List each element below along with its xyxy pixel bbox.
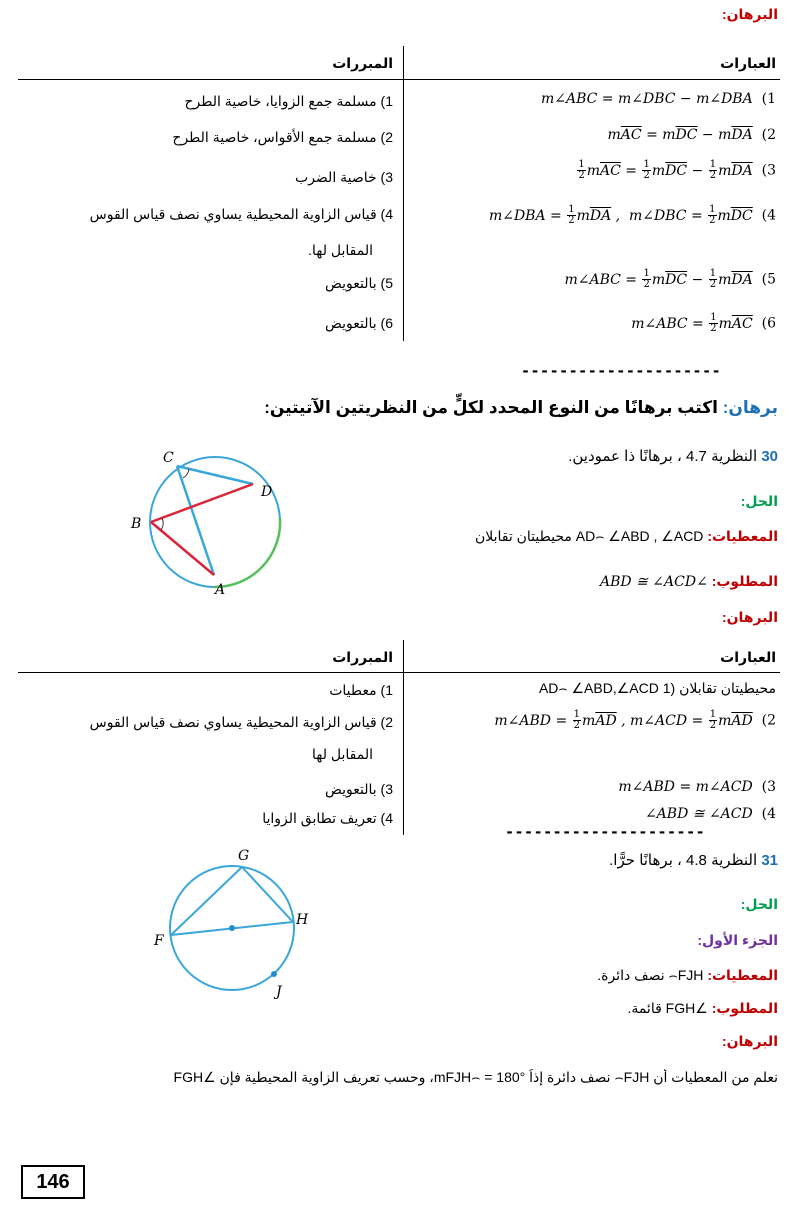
table-column-divider (403, 46, 404, 341)
ex30-reason-4: 4) تعريف تطابق الزوايا (262, 810, 393, 826)
ex30-proof-heading: البرهان: (721, 609, 778, 625)
ex30-given-text: AD⌢ ∠ABD , ∠ACD محيطيتان تقابلان (474, 528, 704, 544)
col-statements-header: العبارات (720, 55, 776, 71)
ex31-given-label: المعطيات: (707, 967, 778, 983)
chord-fg (171, 867, 242, 935)
chord-cd (177, 466, 253, 484)
statement-1: m∠ABC = m∠DBC − m∠DBA (1 (540, 91, 776, 107)
ex30-col-statements: العبارات (720, 649, 776, 665)
label-g: G (238, 848, 250, 864)
ex30-line (568, 447, 778, 465)
ex30-required (600, 573, 778, 590)
reason-4-cont: المقابل لها. (308, 242, 373, 258)
ex31-number: 31 (761, 852, 778, 869)
ex31-given (597, 967, 778, 984)
col-reasons-header: المبررات (332, 55, 393, 71)
reason-6: 6) بالتعويض (324, 315, 393, 331)
ex31-solution: الحل: (740, 896, 778, 912)
label-j: J (276, 984, 282, 1000)
task-text: اكتب برهانًا من النوع المحدد لكلٍّ من النظريتين الآتيتين: (264, 398, 718, 417)
ex30-number: 30 (761, 448, 778, 465)
reason-2: 2) مسلمة جمع الأقواس، خاصية الطرح (172, 129, 393, 145)
ex30-given-label: المعطيات: (707, 528, 778, 544)
arc-ad (214, 518, 280, 587)
ex31-proof-line: نعلم من المعطيات أن FJH⌢ نصف دائرة إذاً mFJH⌢ = 180°، وحسب تعريف الزاوية المحيطية فإن ∠FGH (173, 1069, 778, 1085)
label-b: B (131, 516, 142, 532)
ex31-required-label: المطلوب: (711, 1000, 778, 1016)
ex30-solution: الحل: (740, 493, 778, 509)
page-number: 146 (21, 1165, 85, 1199)
ex31-required-text: ∠FGH قائمة. (627, 1000, 708, 1016)
ex30-required-text: ∠ABD ≅ ∠ACD (600, 574, 708, 590)
label-f: F (154, 933, 164, 949)
reason-3: 3) خاصية الضرب (295, 169, 393, 185)
ex31-given-text: FJH⌢ نصف دائرة. (597, 967, 704, 983)
ex31-text: النظرية 4.8 ، برهانًا حرًّا. (609, 852, 758, 869)
statement-2: $m\overline{AC} = m\overline{DC} - m\overline{DA}$ (2 (607, 127, 776, 143)
ex31-line (609, 851, 778, 869)
divider-2: --------------------- (505, 823, 706, 841)
reason-5: 5) بالتعويض (324, 275, 393, 291)
ex30-text: النظرية 4.7 ، برهانًا ذا عمودين. (568, 448, 758, 465)
point-j (271, 971, 277, 977)
task-line (264, 398, 778, 418)
ex30-required-label: المطلوب: (711, 573, 778, 589)
ex30-statement-4: ∠ABD ≅ ∠ACD (4 (644, 806, 776, 822)
table-header-rule (18, 79, 780, 80)
ex30-table-divider (403, 640, 404, 835)
ex30-reason-1: 1) معطيات (329, 682, 393, 698)
figure-31 (150, 840, 320, 1000)
ex30-table-rule (18, 672, 780, 673)
reason-1: 1) مسلمة جمع الزوايا، خاصية الطرح (184, 93, 393, 109)
statement-3: $\frac{1}{2}$ $m\overline{AC}$ = $\frac{1}{2}$ $m\overline{DC}$ − $\frac{1}{2}$ $m\overline{DA}$ (3 (578, 159, 776, 181)
label-h: H (296, 912, 309, 928)
ex30-reason-3: 3) بالتعويض (324, 781, 393, 797)
ex30-statement-1: AD⌢ ∠ABD,∠ACD محيطيتان تقابلان (1 (538, 680, 776, 696)
center-point (229, 925, 235, 931)
divider-1: --------------------- (521, 362, 722, 380)
angle-mark-c (183, 469, 189, 478)
ex30-statement-3: m∠ABD = m∠ACD (3 (618, 779, 776, 795)
angle-mark-b (161, 518, 163, 530)
ex30-given (475, 528, 778, 545)
label-d: D (261, 484, 273, 500)
ex30-statement-2: m∠ABD = $\frac{1}{2}$ $m\overline{AD}$ , m∠ACD = $\frac{1}{2}$ $m\overline{AD}$ (2 (494, 709, 776, 731)
ex30-col-reasons: المبررات (332, 649, 393, 665)
ex30-reason-2-cont: المقابل لها (312, 746, 373, 762)
ex31-part1: الجزء الأول: (697, 932, 778, 948)
ex31-required (627, 1000, 778, 1017)
ex30-reason-2: 2) قياس الزاوية المحيطية يساوي نصف قياس القوس (89, 714, 393, 730)
proof-heading: البرهان: (721, 6, 778, 22)
ex31-proof-heading: البرهان: (721, 1033, 778, 1049)
figure-30 (125, 442, 305, 602)
label-c: C (163, 450, 174, 466)
statement-6: m∠ABC = $\frac{1}{2}$ $m\overline{AC}$ (6 (631, 312, 776, 334)
reason-4: 4) قياس الزاوية المحيطية يساوي نصف قياس القوس (89, 206, 393, 222)
statement-5: m∠ABC = $\frac{1}{2}$ $m\overline{DC}$ − $\frac{1}{2}$ $m\overline{DA}$ (5 (564, 268, 776, 290)
task-label: برهان: (722, 398, 778, 417)
statement-4: m∠DBA = $\frac{1}{2}$ $m\overline{DA}$ , m∠DBC = $\frac{1}{2}$ $m\overline{DC}$ (4 (488, 204, 776, 226)
label-a: A (215, 582, 226, 598)
chord-bd (151, 484, 253, 522)
